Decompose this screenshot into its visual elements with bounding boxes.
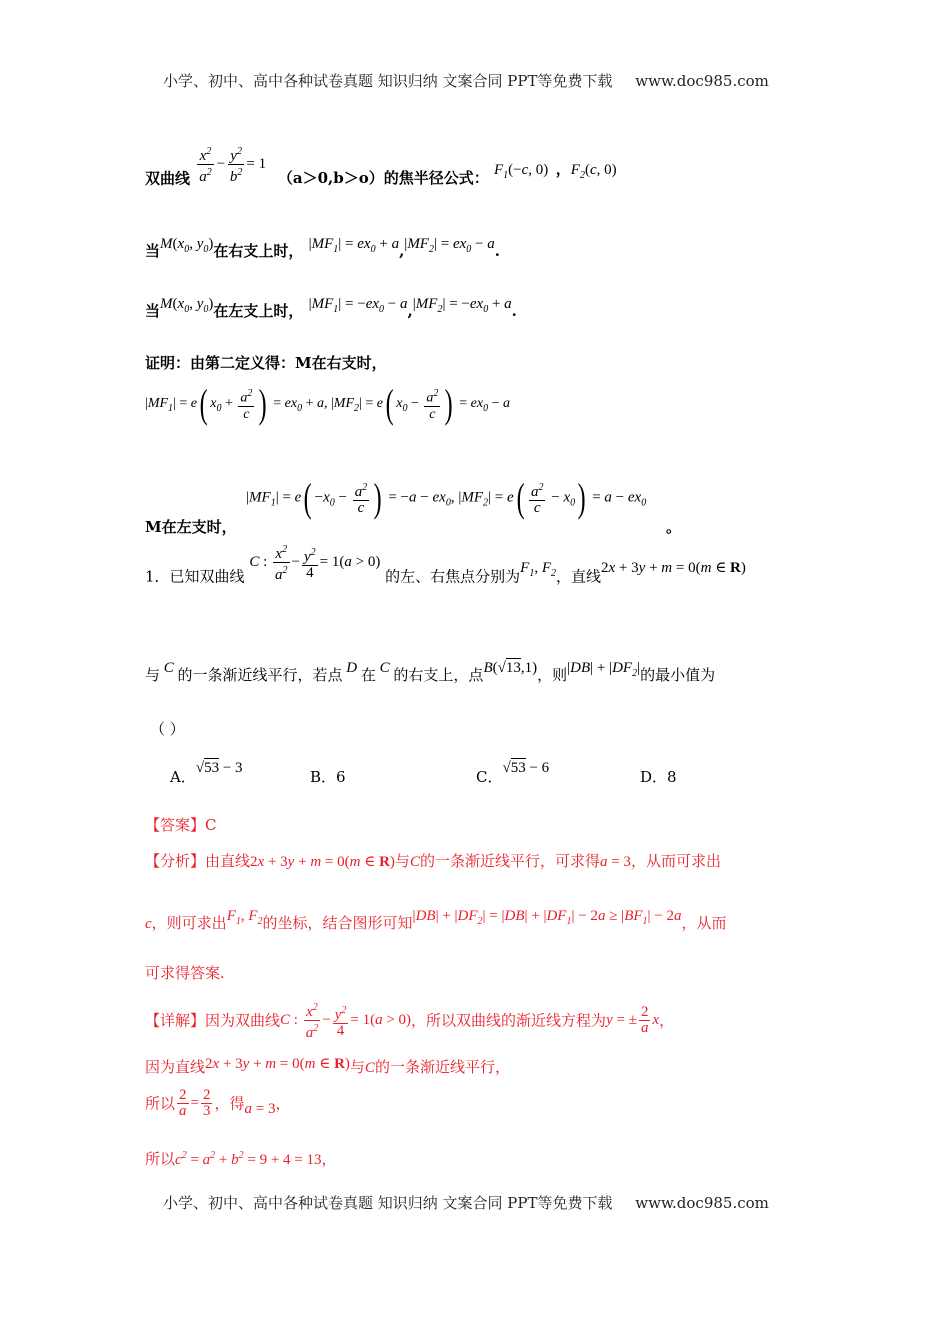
detail-line-4: 所以$c^2 = a^2 + b^2 = 9 + 4 = 13$， (145, 1150, 337, 1168)
header-url[interactable]: www.doc985.com (635, 72, 769, 90)
option-b[interactable]: B．6 (310, 768, 346, 786)
foci-coordinates: $F_1(-c$, 0) ，$F_2(c$, 0) (493, 159, 617, 181)
footer-url[interactable]: www.doc985.com (635, 1194, 769, 1212)
question-line-2: 与 C 的一条渐近线平行，若点 D 在 C 的右支上，点B(√13,1)，则$|DB| + |DF_2|$的最小值为 (145, 660, 716, 684)
analysis-line-3: 可求得答案. (145, 964, 225, 982)
footer-text: 小学、初中、高中各种试卷真题 知识归纳 文案合同 PPT等免费下载 (163, 1194, 613, 1212)
left-branch-derivation: $|MF_1| = e( -x_0$ − $\frac{a^2}{c}$ ) = $-a - ex_0$, $|MF_2| = e$( $\frac{a^2}{c}$ − $x_0) = a - ex_0$ (246, 475, 647, 520)
detail-line-1: 【详解】因为双曲线C : $\frac{x^2}{a^2}$ − $\frac{y^2}{4}$ = 1(a > 0)，所以双曲线的渐近线方程为y = ± $\frac{2}{a}$ x， (145, 1002, 675, 1041)
option-d[interactable]: D．8 (640, 768, 677, 786)
end-mark: 。 (666, 518, 682, 536)
hyperbola-equation: $\frac{x^2}{a^2}$ − $\frac{y^2}{b^2}$ = 1 (199, 146, 267, 185)
question-line-1: 1．已知双曲线 C : $\frac{x^2}{a^2}$ − $\frac{y^2}{4}$ = 1(a > 0) 的左、右焦点分别为$F_1$, $F_2$，直线2x + 3y + m = 0(m ∈ R) (145, 544, 746, 586)
option-c[interactable]: C．√53 − 6 (476, 760, 550, 786)
detail-line-2: 因为直线2x + 3y + m = 0(m ∈ R)与C的一条渐近线平行， (145, 1056, 510, 1076)
answer-bracket: （ ） (150, 720, 185, 738)
analysis-line-2: c，则可求出$F_1$, $F_2$的坐标，结合图形可知$|DB| + |DF_2| = |DB| + |DF_1| - 2a \ge |BF_1| - 2a$，从而 (145, 908, 727, 932)
answer-line: 【答案】C (145, 816, 217, 834)
analysis-line-1: 【分析】由直线2x + 3y + m = 0(m ∈ R)与C的一条渐近线平行，可求得a = 3，从而可求出 (145, 852, 721, 870)
detail-line-3: 所以 $\frac{2}{a}$ = $\frac{2}{3}$ ，得a = 3， (145, 1087, 291, 1119)
right-branch-line: 当$M(x_0$, $y_0$)在右支上时， $|MF_1| = ex_0 + a,|MF_2| = ex_0 - a$. (145, 236, 500, 260)
left-branch-label: M在左支时， (145, 518, 237, 536)
hyperbola-intro: 双曲线 $\frac{x^2}{a^2}$ − $\frac{y^2}{b^2}$ = 1 （a＞0,b＞o）的焦半径公式： $F_1(-c$, 0) ，$F_2(c$, 0) (145, 146, 617, 188)
left-branch-line: 当$M(x_0$, $y_0$)在左支上时， $|MF_1| = -ex_0 - a,|MF_2| = -ex_0 + a$. (145, 296, 517, 320)
header-text: 小学、初中、高中各种试卷真题 知识归纳 文案合同 PPT等免费下载 (163, 72, 613, 90)
proof-line: 证明：由第二定义得：M在右支时， (145, 354, 387, 372)
option-a[interactable]: A．√53 − 3 (170, 760, 243, 786)
right-branch-derivation: $|MF_1| = e$( $x_0$ + $\frac{a^2}{c}$ ) = $ex_0 + a$, $|MF_2| = e$( $x_0$ − $\frac{a^2}{c}$ ) = $ex_0 - a$ (145, 381, 510, 426)
page-footer (163, 1192, 769, 1213)
hyperbola-C-equation: C : $\frac{x^2}{a^2}$ − $\frac{y^2}{4}$ = 1(a > 0) (249, 544, 381, 583)
page-header (163, 70, 769, 91)
